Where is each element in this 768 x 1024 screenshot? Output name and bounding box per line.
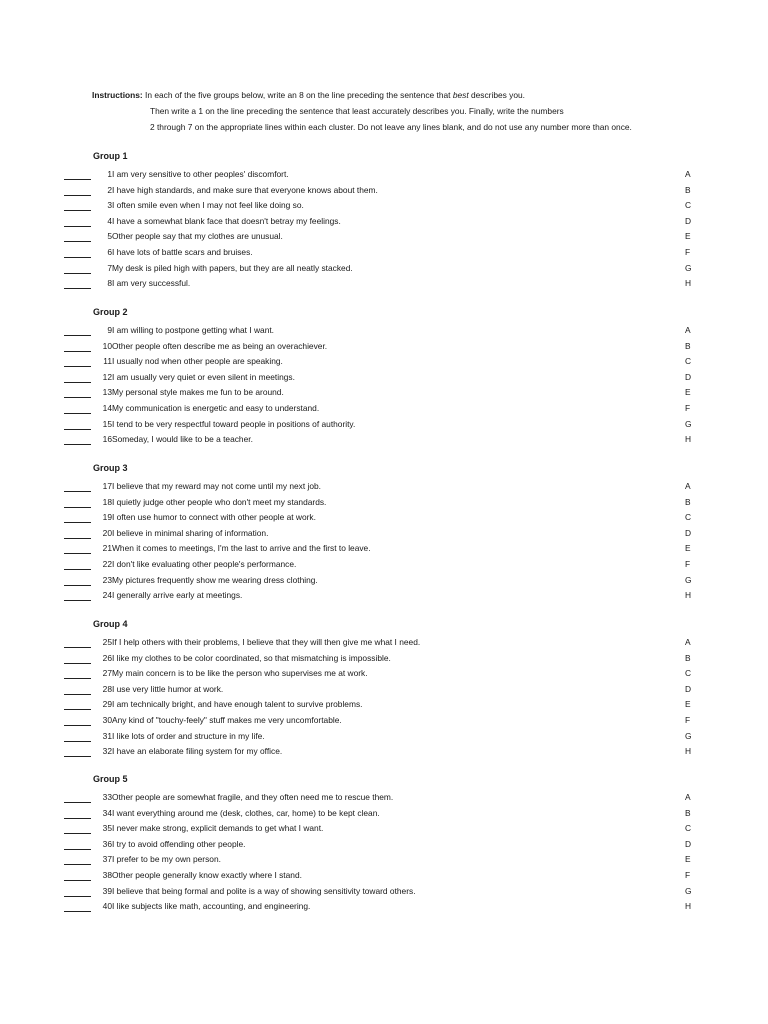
answer-blank-line[interactable]	[64, 413, 91, 414]
statement-text: Other people say that my clothes are unusual.	[112, 231, 283, 242]
statement-letter: H	[685, 901, 692, 912]
statement-row	[0, 682, 768, 698]
statement-row	[0, 837, 768, 853]
answer-blank-line[interactable]	[64, 366, 91, 367]
statement-row	[0, 495, 768, 511]
statement-row	[0, 229, 768, 245]
statement-row	[0, 370, 768, 386]
statement-text: I usually nod when other people are speaking.	[112, 356, 283, 367]
statement-row	[0, 806, 768, 822]
statement-number: 9	[107, 325, 112, 335]
statement-text: I quietly judge other people who don't meet my standards.	[112, 496, 327, 507]
answer-blank-line[interactable]	[64, 507, 91, 508]
statement-row	[0, 354, 768, 370]
answer-blank-line[interactable]	[64, 491, 91, 492]
answer-blank-line[interactable]	[64, 429, 91, 430]
answer-blank-line[interactable]	[64, 694, 91, 695]
answer-blank-line[interactable]	[64, 569, 91, 570]
statement-row	[0, 401, 768, 417]
statement-row	[0, 588, 768, 604]
answer-blank-line[interactable]	[64, 195, 91, 196]
answer-blank-line[interactable]	[64, 725, 91, 726]
statement-number: 13	[102, 387, 112, 398]
group-title: Group 4	[93, 619, 128, 629]
statement-text: I have high standards, and make sure that everyone knows about them.	[112, 184, 378, 195]
statement-letter: G	[685, 885, 692, 896]
statement-row	[0, 573, 768, 589]
instructions-line-1-post: describes you.	[468, 90, 525, 100]
answer-blank-line[interactable]	[64, 833, 91, 834]
answer-blank-line[interactable]	[64, 678, 91, 679]
statement-row	[0, 899, 768, 915]
statement-letter: F	[685, 247, 691, 257]
statement-text: I am very successful.	[112, 278, 191, 289]
statement-letter: G	[685, 574, 692, 585]
statement-text: My pictures frequently show me wearing dress clothing.	[112, 574, 318, 585]
statement-letter: E	[685, 699, 691, 710]
statement-number: 40	[102, 901, 112, 912]
statement-letter: B	[685, 807, 691, 818]
answer-blank-line[interactable]	[64, 553, 91, 554]
statement-row	[0, 526, 768, 542]
statement-row	[0, 666, 768, 682]
statement-text: My personal style makes me fun to be around.	[112, 387, 284, 398]
statement-letter: D	[685, 527, 692, 538]
answer-blank-line[interactable]	[64, 444, 91, 445]
statement-letter: C	[685, 200, 692, 211]
statement-letter: D	[685, 371, 692, 382]
statement-letter: E	[685, 543, 691, 554]
statement-number: 11	[103, 356, 112, 367]
instructions-line-3: 2 through 7 on the appropriate lines within each cluster. Do not leave any lines blank, and do not use any number more than once.	[150, 122, 632, 132]
statement-number: 6	[107, 247, 112, 257]
statement-text: If I help others with their problems, I believe that they will then give me what I need.	[112, 637, 421, 647]
statement-letter: D	[685, 215, 692, 226]
statement-text: I believe that being formal and polite is a way of showing sensitivity toward others.	[112, 885, 416, 896]
statement-text: I never make strong, explicit demands to get what I want.	[112, 823, 324, 834]
statement-letter: H	[685, 746, 692, 757]
statement-row	[0, 432, 768, 448]
answer-blank-line[interactable]	[64, 818, 91, 819]
statement-number: 21	[102, 543, 112, 554]
answer-blank-line[interactable]	[64, 273, 91, 274]
statement-text: I often smile even when I may not feel like doing so.	[112, 200, 304, 211]
statement-text: I generally arrive early at meetings.	[112, 590, 243, 601]
statement-text: Someday, I would like to be a teacher.	[112, 434, 253, 445]
statement-number: 25	[102, 637, 112, 647]
answer-blank-line[interactable]	[64, 911, 91, 912]
group-title: Group 1	[93, 151, 128, 161]
statement-letter: E	[685, 231, 691, 242]
answer-blank-line[interactable]	[64, 864, 91, 865]
statement-text: I use very little humor at work.	[112, 683, 224, 694]
instructions-emphasis: best	[452, 90, 469, 100]
statement-number: 34	[102, 807, 112, 818]
statement-text: My main concern is to be like the person who supervises me at work.	[112, 668, 368, 679]
instructions-line-1	[92, 87, 752, 103]
statement-text: I try to avoid offending other people.	[112, 838, 246, 849]
statement-text: I am very sensitive to other peoples' discomfort.	[112, 169, 289, 179]
statement-number: 38	[102, 870, 112, 880]
statement-text: I tend to be very respectful toward people in positions of authority.	[112, 418, 356, 429]
statement-letter: H	[685, 590, 692, 601]
instructions-line-1-pre: In each of the five groups below, write an 8 on the line preceding the sentence that	[142, 90, 453, 100]
answer-blank-line[interactable]	[64, 880, 91, 881]
answer-blank-line[interactable]	[64, 397, 91, 398]
statement-row	[0, 557, 768, 573]
statement-row	[0, 744, 768, 760]
statement-number: 33	[102, 792, 112, 802]
answer-blank-line[interactable]	[64, 210, 91, 211]
statement-row	[0, 479, 768, 495]
statement-letter: B	[685, 652, 691, 663]
statement-text: I have an elaborate filing system for my office.	[112, 746, 283, 757]
statement-letter: F	[685, 403, 691, 413]
statement-letter: B	[685, 184, 691, 195]
statement-letter: G	[685, 730, 692, 741]
statement-text: I am willing to postpone getting what I want.	[112, 325, 275, 335]
statement-letter: A	[685, 481, 691, 491]
instructions-label: Instructions:	[92, 90, 143, 100]
statement-number: 37	[102, 854, 112, 865]
statement-number: 12	[102, 371, 112, 382]
answer-blank-line[interactable]	[64, 802, 91, 803]
statement-number: 14	[102, 403, 112, 413]
statement-row	[0, 198, 768, 214]
statement-text: I have a somewhat blank face that doesn't betray my feelings.	[112, 215, 341, 226]
statement-row	[0, 339, 768, 355]
statement-number: 18	[102, 496, 112, 507]
statement-letter: B	[685, 496, 691, 507]
statement-text: I like subjects like math, accounting, and engineering.	[112, 901, 311, 912]
statement-number: 27	[102, 668, 112, 679]
statement-number: 19	[102, 512, 112, 523]
statement-text: I want everything around me (desk, clothes, car, home) to be kept clean.	[112, 807, 380, 818]
statement-text: I prefer to be my own person.	[112, 854, 221, 865]
statement-number: 28	[102, 683, 112, 694]
statement-number: 23	[102, 574, 112, 585]
group-title: Group 3	[93, 463, 128, 473]
group-title: Group 5	[93, 774, 128, 784]
statement-number: 32	[102, 746, 112, 757]
answer-blank-line[interactable]	[64, 226, 91, 227]
answer-blank-line[interactable]	[64, 257, 91, 258]
statement-row	[0, 417, 768, 433]
statement-text: Other people generally know exactly where I stand.	[112, 870, 302, 880]
answer-blank-line[interactable]	[64, 522, 91, 523]
statement-letter: D	[685, 838, 692, 849]
statement-number: 2	[107, 184, 112, 195]
statement-letter: H	[685, 434, 692, 445]
answer-blank-line[interactable]	[64, 709, 91, 710]
statement-text: My communication is energetic and easy to understand.	[112, 403, 320, 413]
statement-row	[0, 385, 768, 401]
statement-text: I don't like evaluating other people's performance.	[112, 559, 297, 569]
answer-blank-line[interactable]	[64, 179, 91, 180]
answer-blank-line[interactable]	[64, 741, 91, 742]
answer-blank-line[interactable]	[64, 849, 91, 850]
statement-number: 24	[102, 590, 112, 601]
statement-letter: C	[685, 356, 692, 367]
statement-letter: A	[685, 325, 691, 335]
answer-blank-line[interactable]	[64, 335, 91, 336]
statement-number: 31	[102, 730, 112, 741]
statement-letter: B	[685, 340, 691, 351]
statement-letter: E	[685, 854, 691, 865]
statement-row	[0, 821, 768, 837]
statement-row	[0, 245, 768, 261]
statement-letter: C	[685, 668, 692, 679]
statement-row	[0, 729, 768, 745]
statement-text: Other people are somewhat fragile, and they often need me to rescue them.	[112, 792, 394, 802]
answer-blank-line[interactable]	[64, 538, 91, 539]
statement-row	[0, 541, 768, 557]
statement-text: I have lots of battle scars and bruises.	[112, 247, 253, 257]
answer-blank-line[interactable]	[64, 896, 91, 897]
statement-row	[0, 713, 768, 729]
statement-row	[0, 510, 768, 526]
answer-blank-line[interactable]	[64, 241, 91, 242]
answer-blank-line[interactable]	[64, 351, 91, 352]
statement-row	[0, 635, 768, 651]
statement-letter: C	[685, 512, 692, 523]
answer-blank-line[interactable]	[64, 600, 91, 601]
statement-number: 17	[102, 481, 112, 491]
statement-number: 35	[102, 823, 112, 834]
statement-number: 20	[102, 527, 112, 538]
statement-letter: F	[685, 559, 691, 569]
statement-letter: A	[685, 637, 691, 647]
statement-text: I am usually very quiet or even silent in meetings.	[112, 371, 295, 382]
statement-row	[0, 214, 768, 230]
statement-number: 5	[107, 231, 112, 242]
statement-text: I like lots of order and structure in my life.	[112, 730, 265, 741]
statement-row	[0, 261, 768, 277]
statement-letter: C	[685, 823, 692, 834]
answer-blank-line[interactable]	[64, 663, 91, 664]
statement-row	[0, 697, 768, 713]
statement-letter: H	[685, 278, 692, 289]
statement-text: I am technically bright, and have enough talent to survive problems.	[112, 699, 363, 710]
statement-row	[0, 323, 768, 339]
statement-number: 4	[107, 215, 112, 226]
statement-row	[0, 852, 768, 868]
group-title: Group 2	[93, 307, 128, 317]
statement-text: Other people often describe me as being an overachiever.	[112, 340, 328, 351]
answer-blank-line[interactable]	[64, 585, 91, 586]
statement-row	[0, 884, 768, 900]
statement-letter: F	[685, 870, 691, 880]
statement-number: 26	[102, 652, 112, 663]
statement-row	[0, 651, 768, 667]
statement-number: 8	[107, 278, 112, 289]
statement-row	[0, 790, 768, 806]
statement-number: 10	[102, 340, 112, 351]
statement-number: 36	[102, 838, 112, 849]
statement-letter: D	[685, 683, 692, 694]
statement-number: 22	[102, 559, 112, 569]
statement-number: 39	[102, 885, 112, 896]
statement-number: 3	[107, 200, 112, 211]
statement-letter: G	[685, 418, 692, 429]
statement-text: I like my clothes to be color coordinated, so that mismatching is impossible.	[112, 652, 391, 663]
statement-letter: G	[685, 262, 692, 273]
statement-number: 1	[107, 169, 112, 179]
statement-text: When it comes to meetings, I'm the last to arrive and the first to leave.	[112, 543, 371, 554]
statement-row	[0, 276, 768, 292]
statement-text: I often use humor to connect with other people at work.	[112, 512, 316, 523]
statement-text: I believe that my reward may not come until my next job.	[112, 481, 321, 491]
statement-number: 30	[102, 715, 112, 725]
answer-blank-line[interactable]	[64, 756, 91, 757]
statement-text: Any kind of "touchy-feely" stuff makes me very uncomfortable.	[112, 715, 342, 725]
statement-row	[0, 167, 768, 183]
statement-row	[0, 183, 768, 199]
statement-letter: A	[685, 169, 691, 179]
instructions-line-2: Then write a 1 on the line preceding the sentence that least accurately describes you. Finally, write the numbers	[150, 106, 564, 116]
statement-text: I believe in minimal sharing of information.	[112, 527, 269, 538]
instructions	[92, 87, 752, 135]
statement-letter: E	[685, 387, 691, 398]
statement-number: 7	[107, 262, 112, 273]
statement-number: 29	[102, 699, 112, 710]
statement-text: My desk is piled high with papers, but they are all neatly stacked.	[112, 262, 353, 273]
statement-number: 15	[102, 418, 112, 429]
statement-row	[0, 868, 768, 884]
statement-letter: F	[685, 715, 691, 725]
answer-blank-line[interactable]	[64, 647, 91, 648]
statement-number: 16	[102, 434, 112, 445]
answer-blank-line[interactable]	[64, 288, 91, 289]
answer-blank-line[interactable]	[64, 382, 91, 383]
statement-letter: A	[685, 792, 691, 802]
